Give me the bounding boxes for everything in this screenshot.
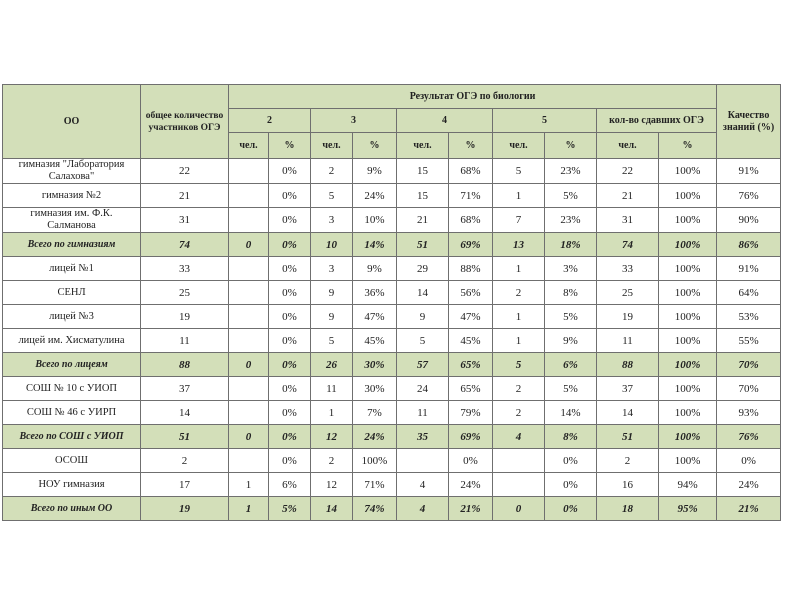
- grade5-count-cell: 1: [493, 305, 545, 329]
- participants-cell: 19: [141, 497, 229, 521]
- header-passed: кол-во сдавших ОГЭ: [597, 109, 717, 133]
- passed-count-cell: 19: [597, 305, 659, 329]
- passed-percent-cell: 100%: [659, 257, 717, 281]
- table-row: [3, 281, 781, 305]
- participants-cell: 2: [141, 449, 229, 473]
- grade2-count-cell: [229, 257, 269, 281]
- school-name-cell: Всего по иным ОО: [3, 497, 141, 521]
- participants-cell: 33: [141, 257, 229, 281]
- grade3-percent-cell: 36%: [353, 281, 397, 305]
- grade2-percent-cell: 0%: [269, 377, 311, 401]
- header-grade-5: 5: [493, 109, 597, 133]
- results-table: [2, 84, 781, 521]
- header-count: чел.: [397, 133, 449, 159]
- grade2-count-cell: [229, 208, 269, 233]
- grade2-percent-cell: 0%: [269, 208, 311, 233]
- grade3-count-cell: 9: [311, 281, 353, 305]
- quality-cell: 86%: [717, 233, 781, 257]
- grade2-count-cell: [229, 377, 269, 401]
- grade4-percent-cell: 68%: [449, 208, 493, 233]
- grade5-count-cell: 0: [493, 497, 545, 521]
- grade4-count-cell: 24: [397, 377, 449, 401]
- passed-count-cell: 14: [597, 401, 659, 425]
- header-percent: %: [659, 133, 717, 159]
- passed-count-cell: 25: [597, 281, 659, 305]
- passed-percent-cell: 100%: [659, 233, 717, 257]
- header-count: чел.: [493, 133, 545, 159]
- grade2-percent-cell: 0%: [269, 425, 311, 449]
- passed-count-cell: 2: [597, 449, 659, 473]
- table-row: [3, 184, 781, 208]
- grade5-count-cell: 1: [493, 184, 545, 208]
- grade2-percent-cell: 0%: [269, 233, 311, 257]
- grade4-percent-cell: 24%: [449, 473, 493, 497]
- grade5-percent-cell: 0%: [545, 497, 597, 521]
- passed-percent-cell: 100%: [659, 401, 717, 425]
- grade5-count-cell: 5: [493, 159, 545, 184]
- grade4-count-cell: 11: [397, 401, 449, 425]
- participants-cell: 74: [141, 233, 229, 257]
- school-name-cell: СЕНЛ: [3, 281, 141, 305]
- passed-count-cell: 16: [597, 473, 659, 497]
- grade5-percent-cell: 18%: [545, 233, 597, 257]
- passed-count-cell: 88: [597, 353, 659, 377]
- grade2-percent-cell: 5%: [269, 497, 311, 521]
- table-row: [3, 159, 781, 184]
- passed-percent-cell: 100%: [659, 305, 717, 329]
- grade3-count-cell: 11: [311, 377, 353, 401]
- grade5-count-cell: 4: [493, 425, 545, 449]
- grade4-count-cell: 29: [397, 257, 449, 281]
- grade5-percent-cell: 8%: [545, 425, 597, 449]
- header-count: чел.: [229, 133, 269, 159]
- grade3-count-cell: 1: [311, 401, 353, 425]
- participants-cell: 51: [141, 425, 229, 449]
- grade2-percent-cell: 0%: [269, 159, 311, 184]
- table-row: [3, 257, 781, 281]
- grade2-count-cell: [229, 184, 269, 208]
- school-name-cell: лицей №3: [3, 305, 141, 329]
- grade5-count-cell: 5: [493, 353, 545, 377]
- passed-count-cell: 74: [597, 233, 659, 257]
- grade4-percent-cell: 69%: [449, 425, 493, 449]
- grade4-percent-cell: 0%: [449, 449, 493, 473]
- grade3-count-cell: 2: [311, 159, 353, 184]
- passed-percent-cell: 100%: [659, 281, 717, 305]
- participants-cell: 14: [141, 401, 229, 425]
- grade4-percent-cell: 47%: [449, 305, 493, 329]
- participants-cell: 31: [141, 208, 229, 233]
- grade5-count-cell: 13: [493, 233, 545, 257]
- quality-cell: 0%: [717, 449, 781, 473]
- grade5-count-cell: 7: [493, 208, 545, 233]
- grade3-percent-cell: 30%: [353, 377, 397, 401]
- grade5-percent-cell: 14%: [545, 401, 597, 425]
- header-count: чел.: [597, 133, 659, 159]
- grade2-count-cell: 1: [229, 497, 269, 521]
- participants-cell: 25: [141, 281, 229, 305]
- participants-cell: 22: [141, 159, 229, 184]
- quality-cell: 90%: [717, 208, 781, 233]
- header-grade-3: 3: [311, 109, 397, 133]
- passed-percent-cell: 100%: [659, 449, 717, 473]
- table-row: [3, 449, 781, 473]
- quality-cell: 93%: [717, 401, 781, 425]
- grade2-count-cell: [229, 159, 269, 184]
- quality-cell: 91%: [717, 159, 781, 184]
- passed-percent-cell: 100%: [659, 353, 717, 377]
- passed-percent-cell: 100%: [659, 329, 717, 353]
- total-row: [3, 353, 781, 377]
- grade3-percent-cell: 14%: [353, 233, 397, 257]
- passed-count-cell: 22: [597, 159, 659, 184]
- grade4-count-cell: 21: [397, 208, 449, 233]
- participants-cell: 17: [141, 473, 229, 497]
- header-oo: ОО: [3, 85, 141, 159]
- grade2-percent-cell: 0%: [269, 449, 311, 473]
- grade2-percent-cell: 0%: [269, 401, 311, 425]
- quality-cell: 64%: [717, 281, 781, 305]
- passed-count-cell: 18: [597, 497, 659, 521]
- school-name-cell: НОУ гимназия: [3, 473, 141, 497]
- table-row: [3, 305, 781, 329]
- grade3-count-cell: 3: [311, 208, 353, 233]
- header-grade-4: 4: [397, 109, 493, 133]
- grade4-count-cell: 4: [397, 497, 449, 521]
- grade5-percent-cell: 6%: [545, 353, 597, 377]
- school-name-cell: Всего по лицеям: [3, 353, 141, 377]
- header-quality: Качество знаний (%): [717, 85, 781, 159]
- grade3-percent-cell: 9%: [353, 257, 397, 281]
- header-grade-2: 2: [229, 109, 311, 133]
- grade5-percent-cell: 0%: [545, 473, 597, 497]
- grade2-percent-cell: 0%: [269, 305, 311, 329]
- quality-cell: 70%: [717, 377, 781, 401]
- passed-count-cell: 31: [597, 208, 659, 233]
- table-body: [3, 159, 781, 521]
- table-row: [3, 208, 781, 233]
- grade4-percent-cell: 56%: [449, 281, 493, 305]
- total-row: [3, 497, 781, 521]
- grade2-count-cell: [229, 281, 269, 305]
- grade5-count-cell: [493, 473, 545, 497]
- grade3-percent-cell: 100%: [353, 449, 397, 473]
- grade5-percent-cell: 9%: [545, 329, 597, 353]
- school-name-cell: гимназия им. Ф.К. Салманова: [3, 208, 141, 233]
- grade2-count-cell: [229, 329, 269, 353]
- school-name-cell: СОШ № 46 с УИРП: [3, 401, 141, 425]
- grade5-count-cell: 2: [493, 281, 545, 305]
- table-row: [3, 377, 781, 401]
- participants-cell: 37: [141, 377, 229, 401]
- school-name-cell: лицей им. Хисматулина: [3, 329, 141, 353]
- passed-percent-cell: 100%: [659, 159, 717, 184]
- grade3-percent-cell: 9%: [353, 159, 397, 184]
- grade2-percent-cell: 0%: [269, 184, 311, 208]
- grade5-percent-cell: 23%: [545, 159, 597, 184]
- grade4-percent-cell: 65%: [449, 353, 493, 377]
- header-percent: %: [449, 133, 493, 159]
- grade3-count-cell: 3: [311, 257, 353, 281]
- grade3-count-cell: 5: [311, 184, 353, 208]
- passed-count-cell: 11: [597, 329, 659, 353]
- passed-count-cell: 21: [597, 184, 659, 208]
- grade3-count-cell: 12: [311, 473, 353, 497]
- passed-percent-cell: 100%: [659, 184, 717, 208]
- table-row: [3, 473, 781, 497]
- participants-cell: 11: [141, 329, 229, 353]
- grade4-percent-cell: 88%: [449, 257, 493, 281]
- school-name-cell: Всего по СОШ с УИОП: [3, 425, 141, 449]
- grade2-percent-cell: 0%: [269, 353, 311, 377]
- grade3-percent-cell: 30%: [353, 353, 397, 377]
- passed-count-cell: 33: [597, 257, 659, 281]
- passed-count-cell: 37: [597, 377, 659, 401]
- participants-cell: 88: [141, 353, 229, 377]
- grade3-count-cell: 12: [311, 425, 353, 449]
- grade2-percent-cell: 0%: [269, 329, 311, 353]
- grade3-percent-cell: 24%: [353, 184, 397, 208]
- grade4-percent-cell: 45%: [449, 329, 493, 353]
- grade4-count-cell: 51: [397, 233, 449, 257]
- grade4-count-cell: 57: [397, 353, 449, 377]
- grade5-count-cell: 2: [493, 401, 545, 425]
- grade3-percent-cell: 45%: [353, 329, 397, 353]
- quality-cell: 21%: [717, 497, 781, 521]
- grade4-percent-cell: 21%: [449, 497, 493, 521]
- participants-cell: 19: [141, 305, 229, 329]
- quality-cell: 76%: [717, 425, 781, 449]
- grade3-percent-cell: 47%: [353, 305, 397, 329]
- grade4-count-cell: 9: [397, 305, 449, 329]
- grade4-percent-cell: 71%: [449, 184, 493, 208]
- grade2-count-cell: 0: [229, 233, 269, 257]
- header-percent: %: [269, 133, 311, 159]
- quality-cell: 91%: [717, 257, 781, 281]
- school-name-cell: Всего по гимназиям: [3, 233, 141, 257]
- grade2-count-cell: [229, 401, 269, 425]
- school-name-cell: лицей №1: [3, 257, 141, 281]
- grade4-percent-cell: 68%: [449, 159, 493, 184]
- grade4-count-cell: 35: [397, 425, 449, 449]
- participants-cell: 21: [141, 184, 229, 208]
- grade2-percent-cell: 0%: [269, 257, 311, 281]
- header-participants: общее количество участников ОГЭ: [141, 85, 229, 159]
- grade4-count-cell: 15: [397, 184, 449, 208]
- header-result: Результат ОГЭ по биологии: [229, 85, 717, 109]
- grade5-count-cell: 2: [493, 377, 545, 401]
- grade5-percent-cell: 5%: [545, 377, 597, 401]
- grade3-percent-cell: 71%: [353, 473, 397, 497]
- grade3-percent-cell: 10%: [353, 208, 397, 233]
- grade5-count-cell: 1: [493, 329, 545, 353]
- grade5-count-cell: 1: [493, 257, 545, 281]
- school-name-cell: СОШ № 10 с УИОП: [3, 377, 141, 401]
- header-percent: %: [353, 133, 397, 159]
- grade5-percent-cell: 5%: [545, 184, 597, 208]
- grade3-count-cell: 14: [311, 497, 353, 521]
- school-name-cell: ОСОШ: [3, 449, 141, 473]
- grade4-count-cell: 14: [397, 281, 449, 305]
- table-row: [3, 401, 781, 425]
- passed-percent-cell: 94%: [659, 473, 717, 497]
- passed-percent-cell: 100%: [659, 208, 717, 233]
- grade4-percent-cell: 69%: [449, 233, 493, 257]
- passed-count-cell: 51: [597, 425, 659, 449]
- grade5-percent-cell: 8%: [545, 281, 597, 305]
- grade3-percent-cell: 7%: [353, 401, 397, 425]
- grade5-percent-cell: 23%: [545, 208, 597, 233]
- quality-cell: 53%: [717, 305, 781, 329]
- grade3-count-cell: 9: [311, 305, 353, 329]
- school-name-cell: гимназия №2: [3, 184, 141, 208]
- passed-percent-cell: 100%: [659, 377, 717, 401]
- total-row: [3, 425, 781, 449]
- grade3-count-cell: 26: [311, 353, 353, 377]
- grade4-count-cell: [397, 449, 449, 473]
- total-row: [3, 233, 781, 257]
- grade3-percent-cell: 24%: [353, 425, 397, 449]
- quality-cell: 24%: [717, 473, 781, 497]
- grade4-percent-cell: 65%: [449, 377, 493, 401]
- grade5-percent-cell: 3%: [545, 257, 597, 281]
- grade2-count-cell: 0: [229, 425, 269, 449]
- grade2-count-cell: 1: [229, 473, 269, 497]
- school-name-cell: гимназия "Лаборатория Салахова": [3, 159, 141, 184]
- quality-cell: 70%: [717, 353, 781, 377]
- grade3-count-cell: 10: [311, 233, 353, 257]
- grade5-percent-cell: 0%: [545, 449, 597, 473]
- grade3-count-cell: 2: [311, 449, 353, 473]
- header-percent: %: [545, 133, 597, 159]
- passed-percent-cell: 100%: [659, 425, 717, 449]
- grade2-percent-cell: 0%: [269, 281, 311, 305]
- grade5-percent-cell: 5%: [545, 305, 597, 329]
- quality-cell: 55%: [717, 329, 781, 353]
- grade2-count-cell: [229, 305, 269, 329]
- grade4-count-cell: 15: [397, 159, 449, 184]
- table-row: [3, 329, 781, 353]
- grade4-percent-cell: 79%: [449, 401, 493, 425]
- passed-percent-cell: 95%: [659, 497, 717, 521]
- grade3-count-cell: 5: [311, 329, 353, 353]
- grade2-count-cell: [229, 449, 269, 473]
- quality-cell: 76%: [717, 184, 781, 208]
- grade4-count-cell: 5: [397, 329, 449, 353]
- grade2-count-cell: 0: [229, 353, 269, 377]
- grade5-count-cell: [493, 449, 545, 473]
- header-count: чел.: [311, 133, 353, 159]
- grade2-percent-cell: 6%: [269, 473, 311, 497]
- grade4-count-cell: 4: [397, 473, 449, 497]
- grade3-percent-cell: 74%: [353, 497, 397, 521]
